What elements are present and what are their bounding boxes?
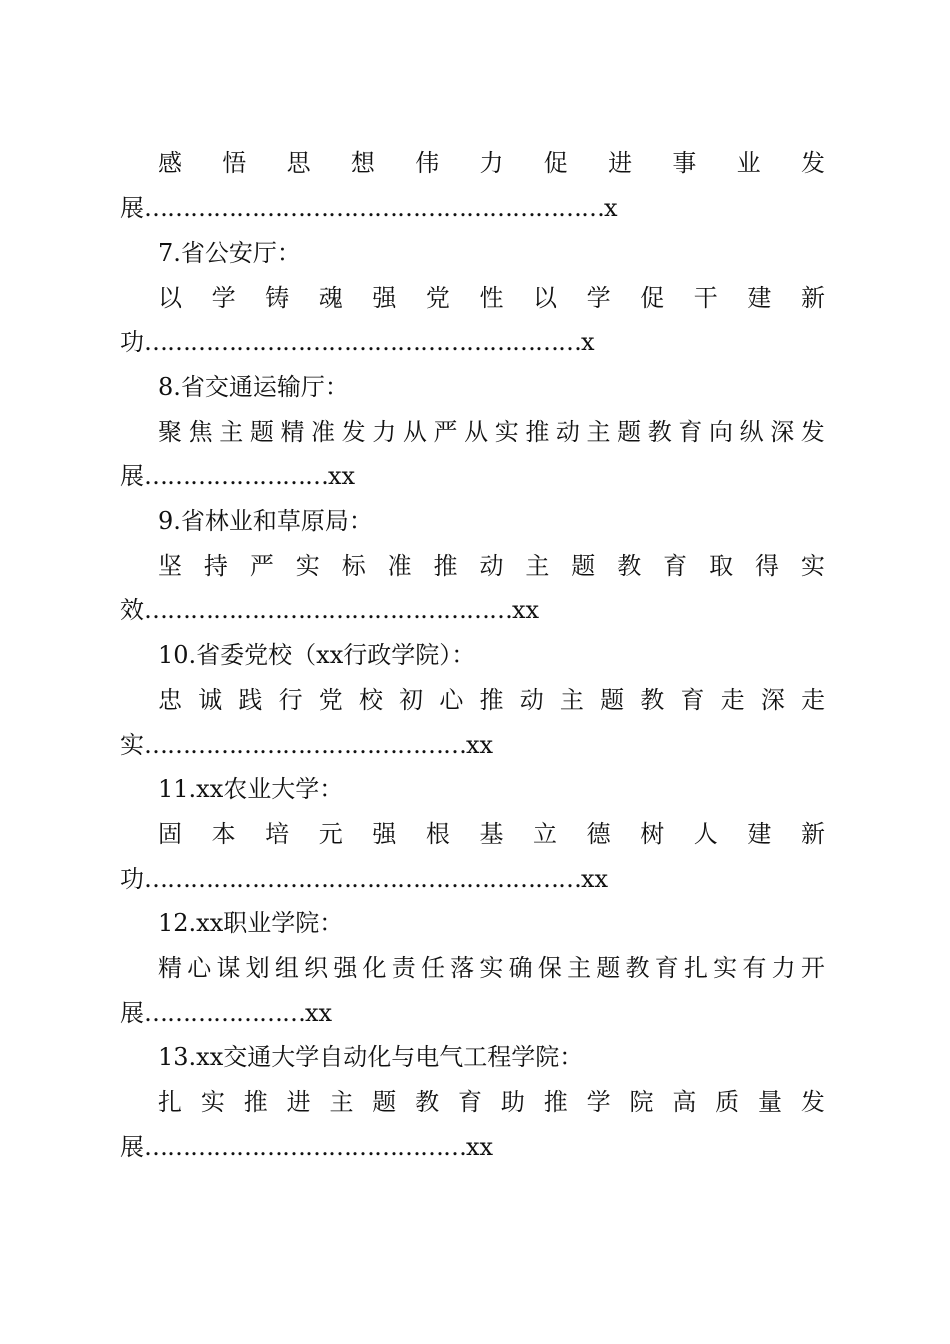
- toc-title-tail: 展: [120, 462, 144, 490]
- toc-title-char: 教: [617, 552, 642, 580]
- toc-title-char: 党: [318, 686, 343, 714]
- toc-title-char: 发: [800, 1088, 825, 1116]
- toc-title-char: 推: [479, 686, 504, 714]
- toc-title-char: 深: [770, 418, 795, 446]
- toc-heading: 13.xx交通大学自动化与电气工程学院：: [158, 1043, 584, 1071]
- toc-title-char: 主: [525, 552, 550, 580]
- toc-title-char: 主: [586, 418, 611, 446]
- toc-title-line: [158, 948, 825, 988]
- toc-title-char: 教: [647, 418, 672, 446]
- toc-title-char: 进: [608, 149, 633, 177]
- toc-title-char: 业: [736, 149, 761, 177]
- toc-title-char: 严: [433, 418, 458, 446]
- toc-title-char: 量: [758, 1088, 783, 1116]
- toc-title-char: 推: [543, 1088, 568, 1116]
- toc-title-char: 动: [555, 418, 580, 446]
- toc-title-char: 干: [693, 284, 718, 312]
- toc-title-char: 促: [640, 284, 665, 312]
- toc-title-char: 育: [458, 1088, 483, 1116]
- toc-title-char: 进: [286, 1088, 311, 1116]
- toc-title-char: 树: [640, 820, 665, 848]
- toc-title-char: 开: [800, 954, 825, 982]
- toc-title-char: 题: [571, 552, 596, 580]
- toc-dots-line: [120, 1127, 825, 1167]
- toc-title-char: 题: [600, 686, 625, 714]
- toc-title-char: 发: [800, 418, 825, 446]
- toc-heading: 8.省交通运输厅：: [158, 373, 349, 401]
- toc-dots-line: [120, 590, 825, 630]
- toc-title-char: 思: [286, 149, 311, 177]
- toc-title-char: 立: [533, 820, 558, 848]
- toc-title-char: 动: [519, 686, 544, 714]
- toc-title-char: 深: [760, 686, 785, 714]
- toc-title-char: 铸: [265, 284, 290, 312]
- toc-title-char: 教: [415, 1088, 440, 1116]
- toc-title-char: 划: [245, 954, 270, 982]
- toc-title-char: 化: [362, 954, 387, 982]
- toc-title-char: 准: [311, 418, 336, 446]
- toc-page-number: xx: [328, 462, 356, 490]
- toc-title-char: 人: [693, 820, 718, 848]
- toc-heading: 7.省公安厅：: [158, 239, 301, 267]
- toc-title-char: 推: [433, 552, 458, 580]
- toc-title-char: 落: [450, 954, 475, 982]
- toc-title-char: 织: [304, 954, 329, 982]
- toc-title-char: 实: [800, 552, 825, 580]
- toc-title-char: 想: [350, 149, 375, 177]
- toc-title-char: 主: [219, 418, 244, 446]
- toc-page-number: xx: [305, 999, 333, 1027]
- toc-page-number: x: [581, 328, 595, 356]
- toc-dots-line: [120, 456, 825, 496]
- toc-title-char: 本: [211, 820, 236, 848]
- toc-title-tail: 功: [120, 865, 144, 893]
- toc-title-char: 学: [586, 1088, 611, 1116]
- toc-title-char: 强: [372, 820, 397, 848]
- toc-title-char: 持: [203, 552, 228, 580]
- toc-dots-line: [120, 188, 825, 228]
- toc-title-char: 实: [295, 552, 320, 580]
- toc-title-char: 确: [508, 954, 533, 982]
- toc-title-char: 向: [708, 418, 733, 446]
- toc-title-char: 准: [387, 552, 412, 580]
- toc-title-line: [158, 680, 825, 720]
- toc-title-char: 任: [420, 954, 445, 982]
- toc-title-char: 推: [243, 1088, 268, 1116]
- toc-dots-line: [120, 725, 825, 765]
- toc-title-char: 推: [525, 418, 550, 446]
- toc-title-line: [158, 1082, 825, 1122]
- toc-leader-dots: ……………………………………………………: [144, 194, 604, 222]
- toc-title-char: 强: [372, 284, 397, 312]
- toc-title-line: [158, 412, 825, 452]
- toc-title-char: 高: [672, 1088, 697, 1116]
- toc-title-char: 走: [801, 686, 825, 714]
- toc-title-char: 责: [391, 954, 416, 982]
- toc-title-line: [158, 814, 825, 854]
- toc-title-char: 标: [341, 552, 366, 580]
- toc-title-char: 实: [479, 954, 504, 982]
- toc-title-char: 魂: [318, 284, 343, 312]
- toc-title-char: 保: [537, 954, 562, 982]
- toc-title-char: 严: [249, 552, 274, 580]
- toc-title-char: 质: [715, 1088, 740, 1116]
- toc-dots-line: [120, 859, 825, 899]
- toc-title-char: 教: [625, 954, 650, 982]
- toc-page-number: xx: [466, 1133, 494, 1161]
- toc-title-char: 动: [479, 552, 504, 580]
- toc-title-char: 行: [278, 686, 303, 714]
- toc-title-char: 学: [211, 284, 236, 312]
- toc-title-char: 力: [771, 954, 796, 982]
- toc-title-tail: 效: [120, 596, 144, 624]
- toc-title-char: 力: [479, 149, 504, 177]
- toc-title-char: 坚: [158, 552, 182, 580]
- toc-leader-dots: ……………………………………: [144, 731, 466, 759]
- toc-title-char: 力: [372, 418, 397, 446]
- toc-dots-line: [120, 993, 825, 1033]
- toc-title-char: 实: [713, 954, 738, 982]
- toc-title-char: 践: [238, 686, 263, 714]
- toc-title-char: 德: [586, 820, 611, 848]
- toc-title-char: 基: [479, 820, 504, 848]
- toc-title-char: 聚: [158, 418, 182, 446]
- toc-title-char: 伟: [415, 149, 440, 177]
- toc-title-line: [158, 278, 825, 318]
- toc-title-char: 固: [158, 820, 182, 848]
- toc-title-char: 育: [680, 686, 705, 714]
- toc-leader-dots: …………………: [144, 999, 305, 1027]
- toc-title-char: 忠: [158, 686, 182, 714]
- toc-title-char: 诚: [198, 686, 223, 714]
- toc-title-char: 校: [358, 686, 383, 714]
- toc-title-line: [158, 546, 825, 586]
- toc-leader-dots: …………………………………………: [144, 596, 512, 624]
- toc-heading: 12.xx职业学院：: [158, 909, 344, 937]
- toc-title-char: 主: [559, 686, 584, 714]
- toc-title-char: 初: [399, 686, 424, 714]
- toc-title-char: 题: [596, 954, 621, 982]
- toc-title-char: 悟: [222, 149, 247, 177]
- toc-title-char: 精: [280, 418, 305, 446]
- toc-title-char: 育: [663, 552, 688, 580]
- toc-leader-dots: …………………………………………………: [144, 865, 581, 893]
- toc-title-char: 以: [158, 284, 182, 312]
- toc-title-tail: 实: [120, 731, 144, 759]
- toc-title-char: 事: [672, 149, 697, 177]
- toc-title-tail: 功: [120, 328, 144, 356]
- toc-title-char: 扎: [158, 1088, 182, 1116]
- toc-dots-line: [120, 322, 825, 362]
- toc-title-char: 根: [425, 820, 450, 848]
- toc-title-char: 谋: [216, 954, 241, 982]
- toc-title-char: 新: [800, 820, 825, 848]
- toc-leader-dots: ……………………………………: [144, 1133, 466, 1161]
- toc-title-char: 助: [500, 1088, 525, 1116]
- toc-title-char: 建: [747, 820, 772, 848]
- toc-title-char: 以: [533, 284, 558, 312]
- toc-title-char: 实: [200, 1088, 225, 1116]
- toc-title-tail: 展: [120, 194, 144, 222]
- toc-title-char: 元: [318, 820, 343, 848]
- toc-heading: 11.xx农业大学：: [158, 775, 344, 803]
- toc-title-char: 从: [464, 418, 489, 446]
- toc-title-char: 主: [329, 1088, 354, 1116]
- toc-title-char: 取: [709, 552, 734, 580]
- toc-title-char: 发: [341, 418, 366, 446]
- toc-page-number: xx: [581, 865, 609, 893]
- toc-title-char: 走: [720, 686, 745, 714]
- toc-title-char: 培: [265, 820, 290, 848]
- toc-title-char: 纵: [739, 418, 764, 446]
- toc-title-char: 院: [629, 1088, 654, 1116]
- toc-title-char: 题: [617, 418, 642, 446]
- toc-title-tail: 展: [120, 999, 144, 1027]
- toc-title-tail: 展: [120, 1133, 144, 1161]
- toc-title-char: 强: [333, 954, 358, 982]
- toc-title-char: 焦: [188, 418, 213, 446]
- toc-heading: 10.省委党校（xx行政学院）：: [158, 641, 476, 669]
- toc-heading: 9.省林业和草原局：: [158, 507, 373, 535]
- toc-title-char: 育: [678, 418, 703, 446]
- toc-title-char: 促: [543, 149, 568, 177]
- toc-leader-dots: ……………………: [144, 462, 328, 490]
- toc-title-char: 感: [158, 149, 182, 177]
- toc-title-char: 新: [800, 284, 825, 312]
- toc-title-char: 心: [439, 686, 464, 714]
- toc-page-number: xx: [466, 731, 494, 759]
- toc-leader-dots: …………………………………………………: [144, 328, 581, 356]
- toc-title-char: 发: [800, 149, 825, 177]
- toc-title-char: 党: [425, 284, 450, 312]
- toc-title-char: 题: [249, 418, 274, 446]
- toc-page-number: xx: [512, 596, 540, 624]
- toc-title-char: 性: [479, 284, 504, 312]
- toc-title-char: 主: [567, 954, 592, 982]
- toc-page-number: x: [604, 194, 618, 222]
- toc-title-char: 实: [494, 418, 519, 446]
- toc-title-line: [158, 143, 825, 183]
- toc-title-char: 得: [754, 552, 779, 580]
- toc-title-char: 育: [654, 954, 679, 982]
- toc-title-char: 组: [274, 954, 299, 982]
- toc-title-char: 教: [640, 686, 665, 714]
- toc-title-char: 建: [747, 284, 772, 312]
- toc-title-char: 学: [586, 284, 611, 312]
- toc-title-char: 题: [372, 1088, 397, 1116]
- toc-title-char: 心: [187, 954, 212, 982]
- toc-title-char: 从: [402, 418, 427, 446]
- toc-title-char: 精: [158, 954, 182, 982]
- toc-title-char: 有: [742, 954, 767, 982]
- toc-title-char: 扎: [683, 954, 708, 982]
